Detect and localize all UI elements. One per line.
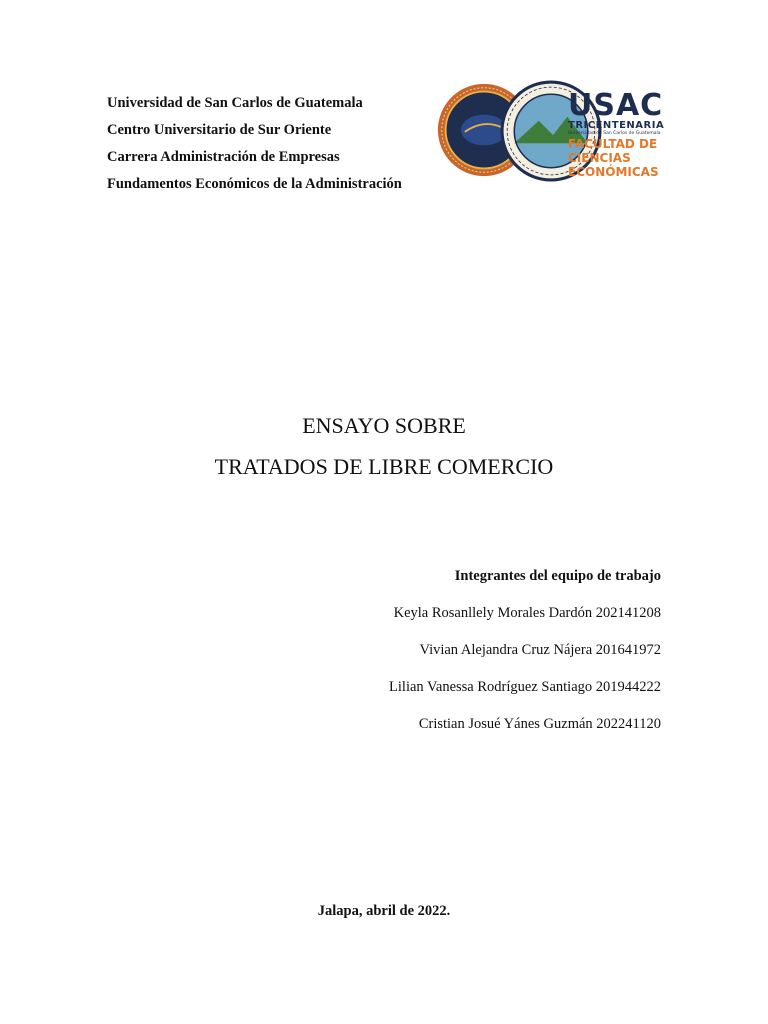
- team-section: [389, 565, 661, 735]
- essay-title-line-2: TRATADOS DE LIBRE COMERCIO: [214, 454, 554, 479]
- brand-subtext: Universidad de San Carlos de Guatemala: [568, 131, 661, 136]
- team-heading: Integrantes del equipo de trabajo: [454, 568, 661, 584]
- career-name: Carrera Administración de Empresas: [107, 149, 340, 165]
- team-member: Keyla Rosanllely Morales Dardón 202141208: [393, 605, 661, 621]
- logo-group: [434, 80, 724, 180]
- team-member: Cristian Josué Yánes Guzmán 202241120: [418, 716, 661, 732]
- brand-tagline: TRICENTENARIA: [568, 120, 665, 131]
- campus-name: Centro Universitario de Sur Oriente: [107, 122, 332, 138]
- team-member: Vivian Alejandra Cruz Nájera 201641972: [419, 642, 661, 658]
- place-date: Jalapa, abril de 2022.: [317, 903, 451, 919]
- faculty-line-1: FACULTAD DE: [568, 137, 658, 151]
- course-name: Fundamentos Económicos de la Administración: [107, 176, 402, 192]
- essay-title-line-1: ENSAYO SOBRE: [302, 413, 466, 438]
- institution-header: [107, 90, 402, 198]
- brand-name: USAC: [568, 88, 664, 123]
- university-name: Universidad de San Carlos de Guatemala: [107, 95, 363, 111]
- team-member: Lilian Vanessa Rodríguez Santiago 201944222: [389, 679, 661, 695]
- faculty-line-2: CIENCIAS ECONÓMICAS: [568, 151, 659, 179]
- usac-brand: [568, 88, 724, 179]
